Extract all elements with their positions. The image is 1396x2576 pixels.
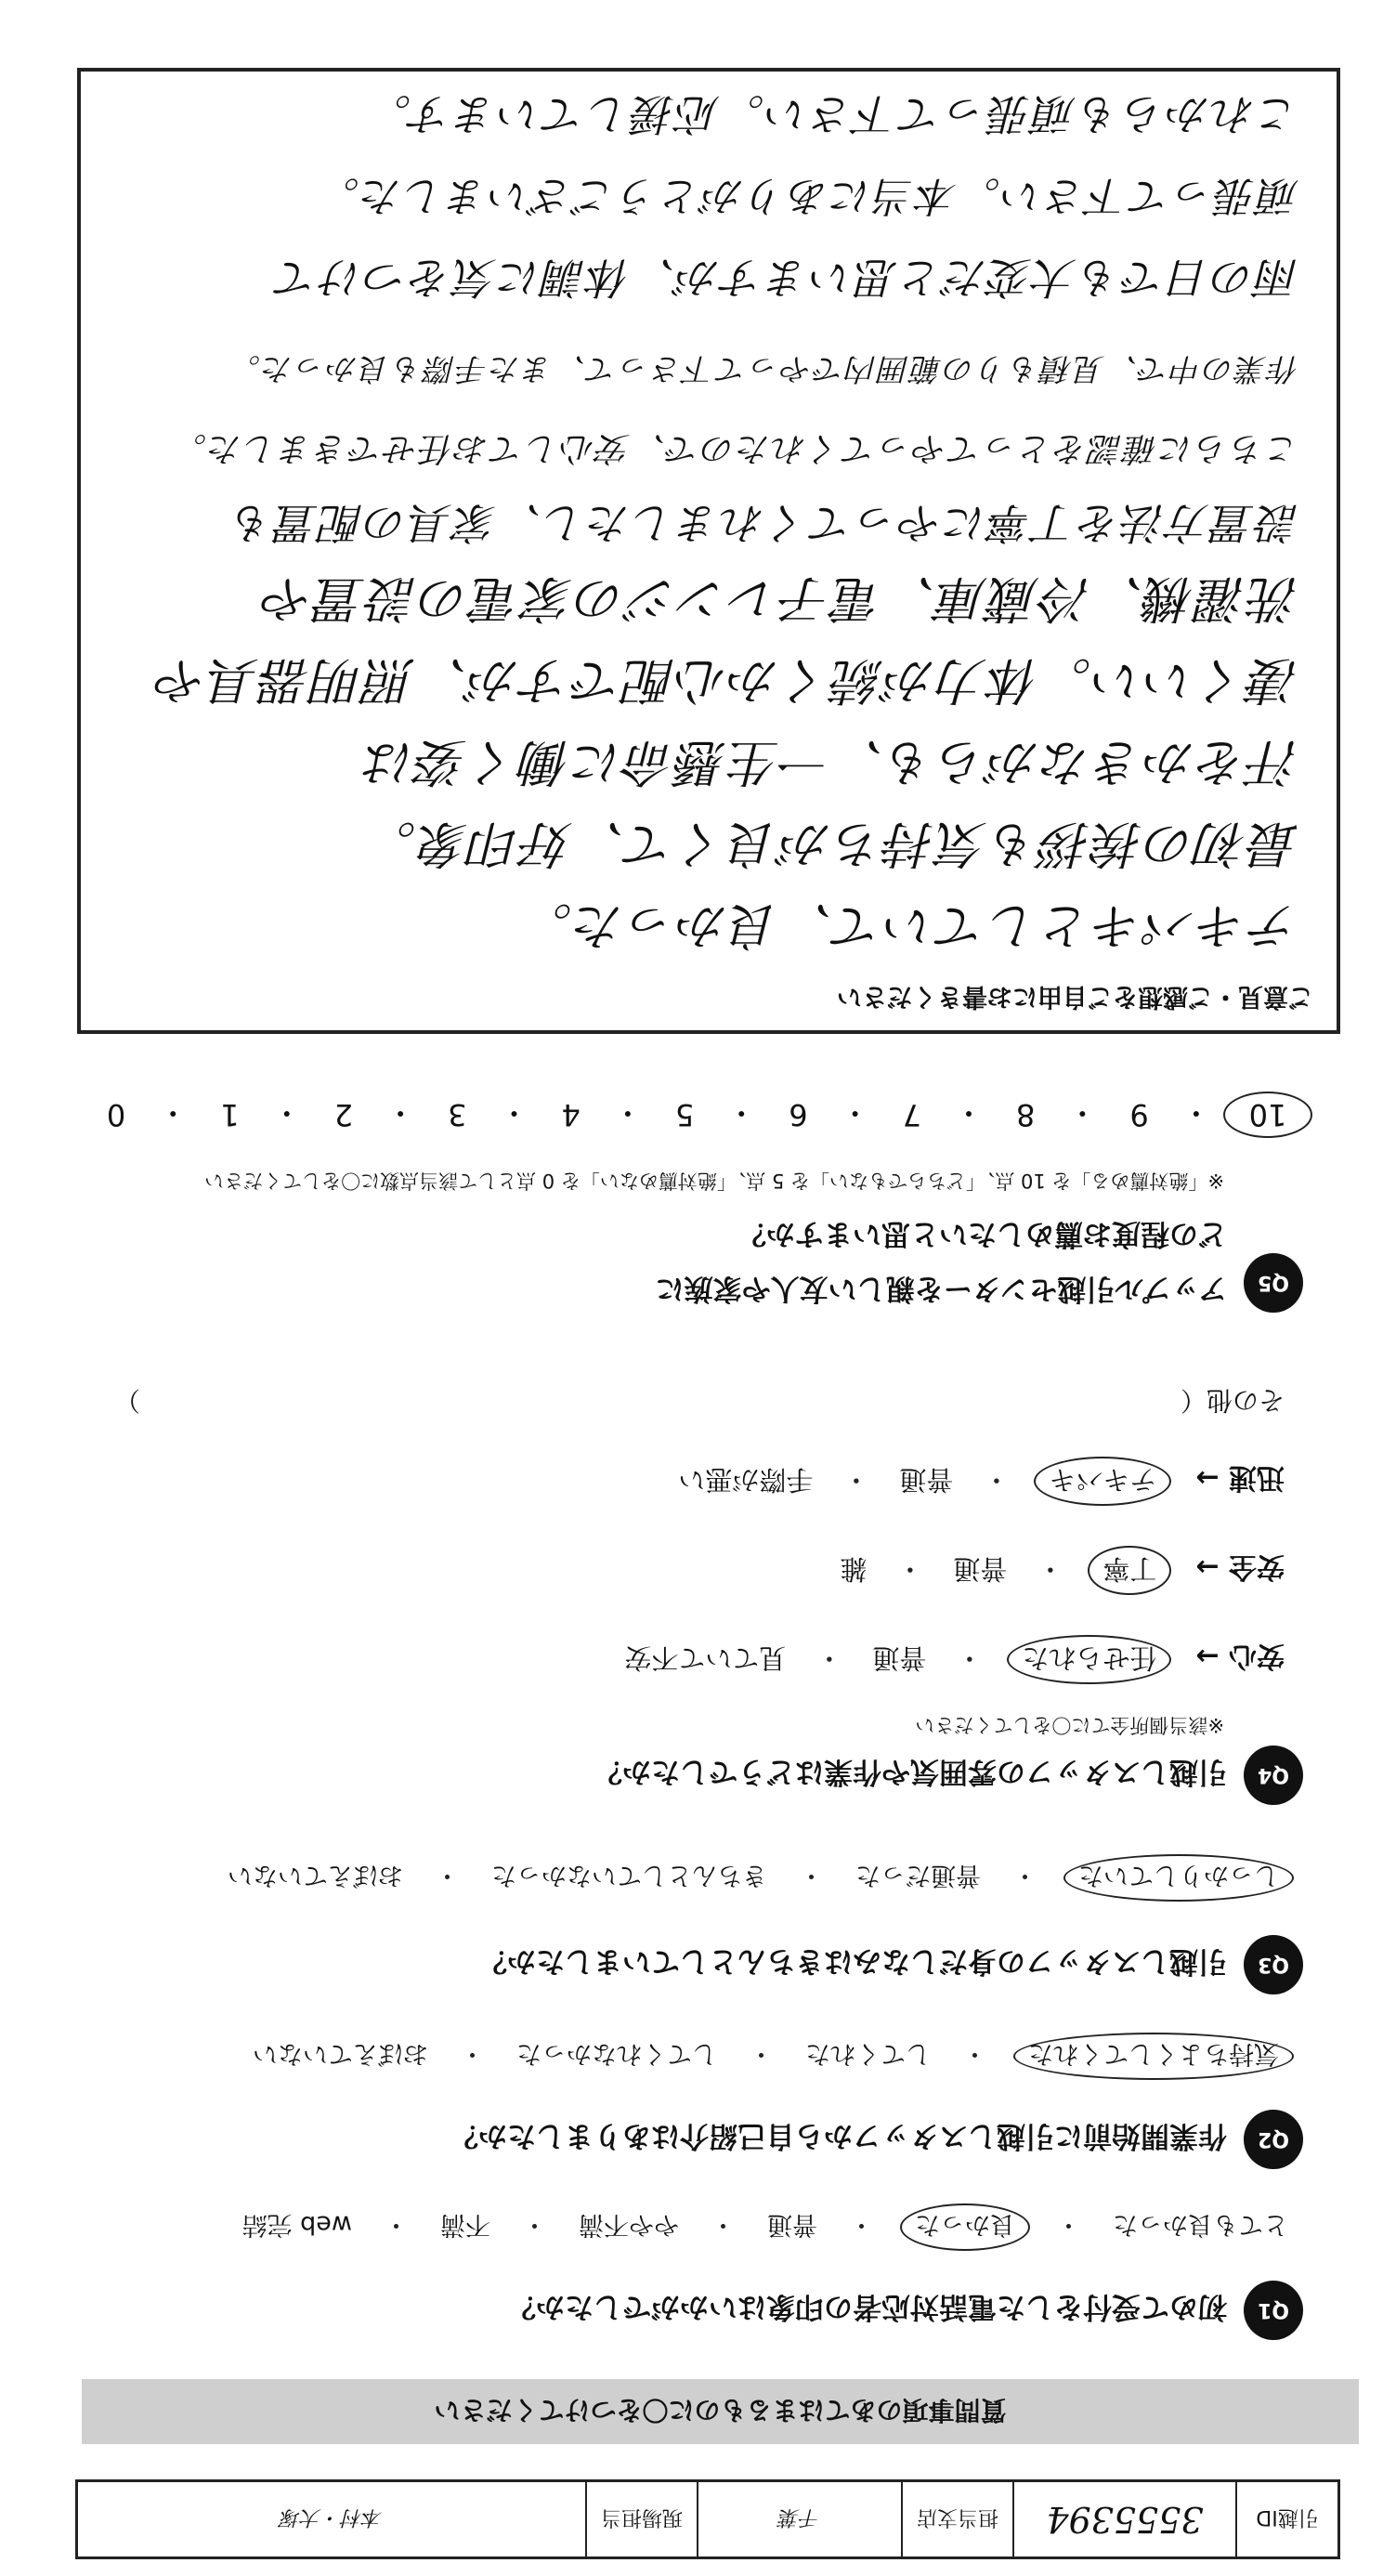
comment-line: テキパキとしていて、良かった。 (520, 896, 1299, 955)
q4-option[interactable]: 見ていて不安 (624, 1642, 787, 1674)
q1-badge: Q1 (1244, 2281, 1303, 2340)
q2-row (77, 2110, 1303, 2169)
q5-score[interactable]: 5 (674, 1097, 695, 1132)
branch-value: 千葉 (697, 2482, 901, 2556)
q1-row (77, 2281, 1303, 2340)
q2-option-selected[interactable]: 気持ちよくしてくれた (1013, 2033, 1294, 2080)
comment-line: 凄くいい。体力が続くか心配ですが、照明器具や (155, 651, 1299, 710)
q1-option-selected[interactable]: 良かった (900, 2203, 1030, 2251)
q3-option-selected[interactable]: しっかりしていた (1063, 1854, 1294, 1902)
q5-text-line2: どの程度お薦めしたいと思いますか？ (737, 1217, 1227, 1250)
q5-score[interactable]: 0 (106, 1097, 126, 1132)
q3-option[interactable]: おぼえていない (228, 1861, 403, 1890)
q5-row (77, 1216, 1303, 1313)
q1-option[interactable]: やや不満 (579, 2210, 679, 2239)
comment-line: これからも頑張って下さい。応援しています。 (366, 89, 1299, 139)
id-label: 引越ID (1235, 2482, 1337, 2556)
q3-badge: Q3 (1244, 1935, 1303, 1994)
q4-option[interactable]: 手際が悪い (678, 1464, 814, 1496)
q4-badge: Q4 (1244, 1746, 1303, 1805)
q4-option[interactable]: 雑 (840, 1553, 868, 1585)
q2-badge: Q2 (1244, 2110, 1303, 2169)
q3-text: 引越しスタッフの身だしなみはきちんとしていましたか？ (478, 1944, 1227, 1979)
q3-row (77, 1935, 1303, 1994)
q4-option-selected[interactable]: 任せられた (1007, 1635, 1171, 1684)
q2-text: 作業開始前に引越しスタッフから自己紹介はありましたか？ (450, 2119, 1227, 2153)
q2-option[interactable]: おぼえていない (253, 2039, 428, 2068)
comment-heading: ご意見・ご感想をご自由にお書きください (837, 982, 1313, 1011)
q4-row (77, 1746, 1303, 1805)
q5-score[interactable]: 8 (1016, 1097, 1036, 1132)
q5-score[interactable]: 4 (561, 1097, 581, 1132)
q5-score[interactable]: 9 (1129, 1097, 1149, 1132)
q5-score[interactable]: 3 (448, 1097, 467, 1132)
id-value: 3555394 (1012, 2482, 1235, 2556)
q5-score[interactable]: 6 (789, 1097, 808, 1132)
q5-score[interactable]: 1 (220, 1097, 240, 1132)
q4-label: 安心 → (1195, 1640, 1285, 1673)
q2-option[interactable]: してくれた (805, 2039, 931, 2068)
q5-text (656, 1216, 1227, 1313)
q1-option[interactable]: 不満 (440, 2210, 490, 2239)
q1-options: とても良かった ・ 良かった ・ 普通 ・ やや不満 ・ 不満 ・ web 完結 (68, 2203, 1294, 2251)
comment-line: 汗をかきながらも、一生懸命に働く姿は (363, 733, 1299, 791)
comment-line: こちらに確認をとってやってくれたので、安心してお任せできました。 (171, 429, 1299, 467)
header-table (75, 2479, 1340, 2559)
q1-option[interactable]: web 完結 (241, 2210, 352, 2239)
q4-option[interactable]: 普通 (953, 1553, 1008, 1585)
q1-option[interactable]: 普通 (767, 2210, 817, 2239)
q5-scale: 10 ・ 9 ・ 8 ・ 7 ・ 6 ・ 5 ・ 4 ・ 3 ・ 2 ・ 1 ・ 0 (86, 1092, 1312, 1138)
comment-line: 最初の挨拶も気持ちが良くて、好印象。 (364, 815, 1299, 873)
q3-option[interactable]: 普通だった (855, 1861, 981, 1890)
q4-line-jinsoku: 迅速 → テキパキ ・ 普通 ・ 手際が悪い (672, 1457, 1285, 1506)
q4-line-anshin: 安心 → 任せられた ・ 普通 ・ 見ていて不安 (619, 1635, 1285, 1684)
q4-line-anzen: 安全 → 丁寧 ・ 普通 ・ 雑 (834, 1546, 1285, 1595)
leader-label: 現場担当 (585, 2482, 697, 2556)
branch-label: 担当支店 (901, 2482, 1012, 2556)
q2-options: 気持ちよくしてくれた ・ してくれた ・ してくれなかった ・ おぼえていない (68, 2033, 1294, 2080)
q3-options: しっかりしていた ・ 普通だった ・ きちんとしていなかった ・ おぼえていない (68, 1854, 1294, 1902)
q2-option[interactable]: してくれなかった (516, 2039, 717, 2068)
q4-option-selected[interactable]: テキパキ (1034, 1457, 1171, 1506)
comment-box[interactable] (77, 68, 1340, 1034)
q4-option[interactable]: 普通 (899, 1464, 954, 1496)
q4-other (114, 1383, 1285, 1420)
q3-option[interactable]: きちんとしていなかった (491, 1861, 767, 1890)
leader-value: 本村・大塚 (281, 2505, 384, 2530)
q5-note: ※「絶対薦める」を 10 点、「どちらでもない」を 5 点、「絶対薦めない」を 0 点として該当点数に〇をしてください (204, 1170, 1224, 1192)
q5-score[interactable]: 7 (902, 1097, 922, 1132)
q4-label: 迅速 → (1195, 1461, 1285, 1495)
q1-text: 初めて受付をした電話対応者の印象はいかがでしたか？ (507, 2290, 1227, 2324)
q4-option-selected[interactable]: 丁寧 (1088, 1546, 1171, 1595)
q5-text-line1: アップル引越センターを親しい友人や家族に (655, 1272, 1227, 1305)
comment-line: 雨の日でも大変だと思いますが、体調に気をつけて (274, 253, 1299, 303)
q5-score[interactable]: 2 (333, 1097, 354, 1132)
q4-option[interactable]: 普通 (872, 1642, 927, 1674)
q4-other-close: ） (114, 1385, 141, 1416)
instruction-banner: 質問事項のあてはまるものに〇をつけてください (82, 2379, 1359, 2444)
comment-line: 頑張って下さい。本当にありがとうございました。 (317, 172, 1299, 219)
comment-line: 洗濯機、冷蔵庫、電子レンジの家電の設置や (261, 569, 1299, 628)
q5-score-selected[interactable]: 10 (1223, 1092, 1312, 1138)
q1-option[interactable]: とても良かった (1113, 2210, 1288, 2239)
q4-other-label: その他（ (1180, 1385, 1285, 1416)
q4-label: 安全 → (1195, 1550, 1285, 1584)
q4-text: 引越しスタッフの雰囲気や作業はどうでしたか？ (594, 1755, 1227, 1789)
q4-note: ※該当個所全てに〇をしてください (915, 1714, 1224, 1736)
comment-line: 作業の中で、見積もりの範囲内でやって下さって、また手際も良かった。 (228, 351, 1299, 387)
comment-line: 設置方法を丁寧にやってくれましたし、家具の配置も (229, 498, 1299, 548)
q5-badge: Q5 (1244, 1253, 1303, 1313)
